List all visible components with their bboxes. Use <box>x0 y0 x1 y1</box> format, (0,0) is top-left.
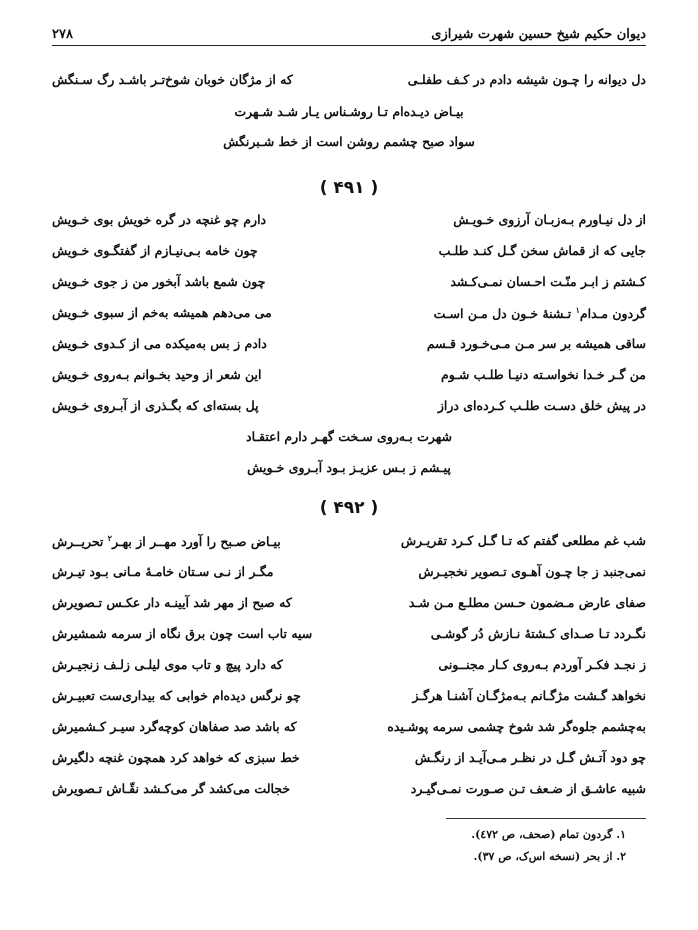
hemistich-text: گردون مـدام <box>579 306 646 322</box>
couplet <box>52 274 646 296</box>
hemistich-text: بیـاض صـبح را آورد مهــر از بهـر <box>112 534 281 550</box>
final-line-1: شهرت بـه‌روی سـخت گهـر دارم اعتقـاد <box>246 429 452 444</box>
footnote-divider <box>446 818 646 819</box>
hemistich-1: از دل نیـاورم بـه‌زبـان آرزوی خـویـش <box>453 212 646 227</box>
couplet <box>52 243 646 265</box>
hemistich-2: خط سبزی که خواهد کرد همچون غنچه دلگیرش <box>52 750 300 765</box>
couplet <box>52 564 646 586</box>
hemistich-2: چون خامه بـی‌نیـازم از گفتگـوی خـویش <box>52 243 258 258</box>
hemistich-2: سیه تاب است چون برق نگاه از سرمه شمشیرش <box>52 626 313 641</box>
hemistich-2: این شعر از وحید بخـوانم بـه‌روی خـویش <box>52 367 262 382</box>
final-line-2: پیـشم ز بـس عزیـز بـود آبـروی خـویش <box>247 460 451 475</box>
hemistich-2: که باشد صد صفاهان کوچه‌گرد سیـر کـشمیرش <box>52 719 297 734</box>
hemistich-1: کـشتم ز ابـر منّـت احـسان نمـی‌کـشد <box>450 274 646 289</box>
hemistich-2 <box>52 533 281 549</box>
couplet <box>52 626 646 648</box>
intro-final-line-1: بیـاض دیـده‌ام تـا روشـناس یـار شـد شـهرت <box>234 104 464 119</box>
hemistich-1: نگـردد تـا صـدای کـشتهٔ نـازش دُر گوشـی <box>430 626 646 641</box>
couplet <box>52 398 646 420</box>
couplet <box>52 688 646 710</box>
hemistich-1: شب غم مطلعی گفتم که تـا گـل کـرد تقریـرش <box>400 533 646 548</box>
hemistich-1: دل دیوانه را چـون شیشه دادم در کـف طفلـی <box>407 72 646 87</box>
hemistich-1: نخواهد گـشت مژگـانم بـه‌مژگـان آشنـا هرگـز <box>412 688 646 703</box>
couplet <box>52 750 646 772</box>
hemistich-1: شبیه عاشـق از ضـعف تـن صـورت نمـی‌گیـرد <box>410 781 646 796</box>
couplet <box>52 719 646 741</box>
hemistich-1: من گـر خـدا نخواسـته دنیـا طلـب شـوم <box>441 367 646 382</box>
hemistich-1: ز نجـد فکـر آوردم بـه‌روی کـار مجنــونی <box>438 657 646 672</box>
poem-number-492: ( ۴۹۲ ) <box>319 498 379 518</box>
couplet <box>52 305 646 327</box>
couplet <box>52 657 646 679</box>
running-header <box>52 18 646 46</box>
hemistich-1: چو دود آتـش گـل در نظـر مـی‌آیـد از رنگـش <box>414 750 646 765</box>
footnote-marker: ۱ <box>575 305 580 315</box>
hemistich-2: دارم چو غنچه در گره خویش بوی خـویش <box>52 212 267 227</box>
couplet <box>52 781 646 803</box>
hemistich-1 <box>434 305 646 321</box>
hemistich-2: مگـر از نـی سـتان خامـهٔ مـانی بـود تیـرش <box>52 564 274 579</box>
couplet <box>52 595 646 617</box>
hemistich-1: در پیش خلق دسـت طلـب کـرده‌ای دراز <box>437 398 646 413</box>
hemistich-1: صفای عارض مـضمون حـسن مطلـع مـن شـد <box>408 595 646 610</box>
hemistich-2: چون شمع باشد آبخور من ز جوی خـویش <box>52 274 266 289</box>
footnote-2: ۲. از بحر (نسخه اس‌ک، ص ۳۷). <box>473 850 626 863</box>
couplet <box>52 212 646 234</box>
hemistich-2: پل بسته‌ای که بگـذری از آبـروی خـویش <box>52 398 259 413</box>
hemistich-2: که دارد پیچ و تاب موی لیلـی زلـف زنجیـرش <box>52 657 283 672</box>
hemistich-1: جایی که از قماش سخن گـل کنـد طلـب <box>438 243 646 258</box>
footnote-1: ۱. گردون تمام (صحف، ص ٤٧٢). <box>471 828 626 841</box>
intro-couplet <box>52 72 646 94</box>
poem-number-491: ( ۴۹۱ ) <box>319 178 379 198</box>
hemistich-2: که از مژگان خوبان شوخ‌تـر باشـد رگ سـنگش <box>52 72 293 87</box>
couplet <box>52 367 646 389</box>
hemistich-1: به‌چشمم جلوه‌گر شد شوخ چشمی سرمه پوشـیده <box>387 719 646 734</box>
hemistich-1: نمی‌جنبد ز جا چـون آهـوی تـصویر نخجیـرش <box>418 564 646 579</box>
hemistich-1: ساقی همیشه بر سر مـن مـی‌خـورد قـسم <box>426 336 646 351</box>
header-title: دیوان حکیم شیخ حسین شهرت شیرازی <box>431 27 646 42</box>
couplet <box>52 336 646 358</box>
hemistich-text: تحریــرش <box>52 534 108 550</box>
hemistich-2: چو نرگس دیده‌ام خوابی که بیداری‌ست تعبیـرش <box>52 688 301 703</box>
hemistich-2: که صبح از مهر شد آیینـه دار عکـس تـصویرش <box>52 595 292 610</box>
couplet <box>52 533 646 555</box>
hemistich-2: می می‌دهم همیشه به‌خم از سبوی خـویش <box>52 305 272 320</box>
hemistich-2: دادم ز بس به‌میکده می از کـدوی خـویش <box>52 336 267 351</box>
hemistich-text: تـشنهٔ خـون دل مـن اسـت <box>433 306 576 322</box>
intro-final-line-2: سواد صبح چشمم روشن است از خط شـبرنگش <box>223 134 475 149</box>
hemistich-2: خجالت می‌کشد گر می‌کـشد نقّـاش تـصویرش <box>52 781 291 796</box>
page-number: ۲۷۸ <box>52 27 73 42</box>
footnote-marker: ۲ <box>107 533 113 543</box>
